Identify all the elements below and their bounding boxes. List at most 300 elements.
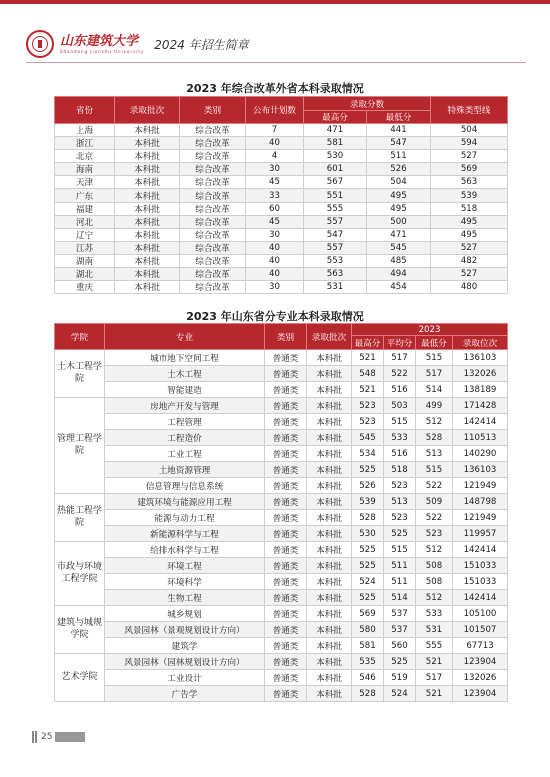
table-cell: 本科批 <box>307 462 352 478</box>
table-cell: 503 <box>384 398 416 414</box>
table-cell: 本科批 <box>307 542 352 558</box>
table-cell: 523 <box>352 398 384 414</box>
table-cell: 512 <box>416 590 453 606</box>
table-cell: 500 <box>367 215 431 228</box>
table-cell: 511 <box>384 558 416 574</box>
table-cell: 522 <box>384 366 416 382</box>
table-cell: 504 <box>367 176 431 189</box>
table-cell: 171428 <box>453 398 508 414</box>
table-cell: 528 <box>416 430 453 446</box>
table-cell: 471 <box>367 228 431 241</box>
table-cell: 本科批 <box>307 414 352 430</box>
table-cell: 132026 <box>453 366 508 382</box>
table-cell: 本科批 <box>307 574 352 590</box>
top-accent-bar <box>0 0 550 4</box>
table-cell: 重庆 <box>55 281 115 294</box>
major-cell: 广告学 <box>105 686 265 702</box>
table-cell: 495 <box>431 215 508 228</box>
table-cell: 40 <box>246 268 304 281</box>
table-row <box>55 574 508 590</box>
table-cell: 综合改革 <box>180 254 246 267</box>
table-cell: 515 <box>384 414 416 430</box>
table-cell: 530 <box>304 150 367 163</box>
major-cell: 建筑环境与能源应用工程 <box>105 494 265 510</box>
table-cell: 普通类 <box>265 382 307 398</box>
table-cell: 511 <box>367 150 431 163</box>
table-cell: 563 <box>431 176 508 189</box>
table-cell: 本科批 <box>115 228 180 241</box>
major-cell: 工程造价 <box>105 430 265 446</box>
table-cell: 广东 <box>55 189 115 202</box>
table-row <box>55 268 508 281</box>
table-row <box>55 215 508 228</box>
table-cell: 480 <box>431 281 508 294</box>
footer-block <box>55 732 85 742</box>
table-cell: 517 <box>416 366 453 382</box>
table-cell: 本科批 <box>115 176 180 189</box>
table-cell: 普通类 <box>265 510 307 526</box>
university-seal-logo <box>26 30 54 58</box>
table-cell: 30 <box>246 228 304 241</box>
table-cell: 555 <box>416 638 453 654</box>
table-cell: 本科批 <box>115 137 180 150</box>
table-cell: 533 <box>384 430 416 446</box>
table-cell: 本科批 <box>307 510 352 526</box>
table-row <box>55 542 508 558</box>
table-cell: 494 <box>367 268 431 281</box>
major-cell: 给排水科学与工程 <box>105 542 265 558</box>
table-row <box>55 446 508 462</box>
table-cell: 569 <box>431 163 508 176</box>
table-cell: 521 <box>352 382 384 398</box>
table-cell: 515 <box>384 542 416 558</box>
table-cell: 普通类 <box>265 574 307 590</box>
major-cell: 城乡规划 <box>105 606 265 622</box>
table-cell: 综合改革 <box>180 268 246 281</box>
major-cell: 能源与动力工程 <box>105 510 265 526</box>
table-cell: 普通类 <box>265 606 307 622</box>
table-cell: 综合改革 <box>180 281 246 294</box>
major-cell: 房地产开发与管理 <box>105 398 265 414</box>
table-cell: 525 <box>352 558 384 574</box>
table-cell: 471 <box>304 124 367 137</box>
table-cell: 499 <box>416 398 453 414</box>
table-cell: 512 <box>416 542 453 558</box>
table-cell: 148798 <box>453 494 508 510</box>
table-cell: 551 <box>304 189 367 202</box>
table-cell: 531 <box>416 622 453 638</box>
table-cell: 581 <box>304 137 367 150</box>
table-cell: 浙江 <box>55 137 115 150</box>
table-cell: 521 <box>416 686 453 702</box>
table-row <box>55 137 508 150</box>
table-cell: 本科批 <box>307 350 352 366</box>
table-cell: 513 <box>416 446 453 462</box>
table-row <box>55 526 508 542</box>
table-cell: 519 <box>384 670 416 686</box>
table1-title: 2023 年综合改革外省本科录取情况 <box>186 82 364 95</box>
table-cell: 本科批 <box>115 254 180 267</box>
table-row <box>55 176 508 189</box>
table-row <box>55 366 508 382</box>
major-cell: 土木工程 <box>105 366 265 382</box>
table-cell: 本科批 <box>307 622 352 638</box>
table-cell: 7 <box>246 124 304 137</box>
table-cell: 45 <box>246 215 304 228</box>
table-row <box>55 414 508 430</box>
table-cell: 综合改革 <box>180 215 246 228</box>
table-row <box>55 241 508 254</box>
table-cell: 普通类 <box>265 526 307 542</box>
header-avg-score: 平均分 <box>384 336 416 350</box>
university-logo-en: Shandong Jianzhu University <box>60 48 145 54</box>
table-cell: 528 <box>352 686 384 702</box>
table-cell: 110513 <box>453 430 508 446</box>
table-cell: 525 <box>352 590 384 606</box>
table-cell: 福建 <box>55 202 115 215</box>
table-cell: 123904 <box>453 654 508 670</box>
table-cell: 本科批 <box>307 670 352 686</box>
table-cell: 普通类 <box>265 366 307 382</box>
table-cell: 522 <box>416 510 453 526</box>
table-cell: 142414 <box>453 414 508 430</box>
table-cell: 33 <box>246 189 304 202</box>
header-college: 学院 <box>55 324 105 350</box>
table-cell: 537 <box>384 622 416 638</box>
table-cell: 521 <box>416 654 453 670</box>
table-cell: 545 <box>367 241 431 254</box>
header-rank: 录取位次 <box>453 336 508 350</box>
major-cell: 新能源科学与工程 <box>105 526 265 542</box>
table-cell: 545 <box>352 430 384 446</box>
table-cell: 525 <box>352 542 384 558</box>
table-cell: 138189 <box>453 382 508 398</box>
table-cell: 136103 <box>453 462 508 478</box>
table-cell: 上海 <box>55 124 115 137</box>
header-province: 省份 <box>55 97 115 124</box>
table-cell: 综合改革 <box>180 241 246 254</box>
header-category: 类别 <box>265 324 307 350</box>
table-cell: 辽宁 <box>55 228 115 241</box>
page-header <box>26 24 249 64</box>
table-cell: 136103 <box>453 350 508 366</box>
table-cell: 580 <box>352 622 384 638</box>
table-cell: 119957 <box>453 526 508 542</box>
table-cell: 557 <box>304 215 367 228</box>
table-cell: 563 <box>304 268 367 281</box>
header-major: 专业 <box>105 324 265 350</box>
table-row <box>55 382 508 398</box>
table-cell: 142414 <box>453 542 508 558</box>
table-cell: 普通类 <box>265 398 307 414</box>
table-cell: 151033 <box>453 574 508 590</box>
page-footer <box>32 731 85 743</box>
table-cell: 海南 <box>55 163 115 176</box>
table-row <box>55 654 508 670</box>
table-cell: 521 <box>352 350 384 366</box>
major-cell: 城市地下空间工程 <box>105 350 265 366</box>
header-min-score: 最低分 <box>416 336 453 350</box>
table1-out-of-province-admission <box>54 96 508 294</box>
table-cell: 548 <box>352 366 384 382</box>
table-cell: 522 <box>416 478 453 494</box>
major-cell: 风景园林（园林规划设计方向） <box>105 654 265 670</box>
table-cell: 30 <box>246 163 304 176</box>
table-cell: 普通类 <box>265 622 307 638</box>
table-row <box>55 150 508 163</box>
table-cell: 本科批 <box>115 281 180 294</box>
table-cell: 本科批 <box>307 526 352 542</box>
table-cell: 594 <box>431 137 508 150</box>
table-cell: 512 <box>416 414 453 430</box>
table-cell: 495 <box>367 189 431 202</box>
page-number: 25 <box>41 732 53 742</box>
table-cell: 151033 <box>453 558 508 574</box>
table-row <box>55 590 508 606</box>
table-cell: 527 <box>431 241 508 254</box>
table-cell: 441 <box>367 124 431 137</box>
table-cell: 511 <box>384 574 416 590</box>
table-cell: 547 <box>367 137 431 150</box>
table-cell: 湖北 <box>55 268 115 281</box>
table-row <box>55 478 508 494</box>
major-cell: 信息管理与信息系统 <box>105 478 265 494</box>
table-row <box>55 606 508 622</box>
table-cell: 本科批 <box>115 150 180 163</box>
table-cell: 40 <box>246 137 304 150</box>
table-cell: 普通类 <box>265 654 307 670</box>
major-cell: 工业工程 <box>105 446 265 462</box>
major-cell: 环境科学 <box>105 574 265 590</box>
table-cell: 504 <box>431 124 508 137</box>
table-cell: 本科批 <box>307 558 352 574</box>
table-cell: 60 <box>246 202 304 215</box>
table-row <box>55 189 508 202</box>
college-cell: 建筑与城规学院 <box>55 606 105 654</box>
table-cell: 454 <box>367 281 431 294</box>
major-cell: 土地资源管理 <box>105 462 265 478</box>
table-cell: 516 <box>384 446 416 462</box>
footer-bar <box>35 731 37 743</box>
brochure-title: 2024 年招生简章 <box>154 37 249 52</box>
table-cell: 537 <box>384 606 416 622</box>
header-category: 类别 <box>180 97 246 124</box>
table-cell: 综合改革 <box>180 202 246 215</box>
table-cell: 本科批 <box>115 268 180 281</box>
university-logo-text: 山东建筑大学 <box>60 33 139 49</box>
table-cell: 普通类 <box>265 350 307 366</box>
table-row <box>55 558 508 574</box>
table-cell: 本科批 <box>307 382 352 398</box>
table-row <box>55 124 508 137</box>
table-cell: 综合改革 <box>180 163 246 176</box>
table-cell: 普通类 <box>265 494 307 510</box>
table-row <box>55 494 508 510</box>
table-cell: 普通类 <box>265 670 307 686</box>
table-cell: 30 <box>246 281 304 294</box>
header-year: 2023 <box>352 324 508 336</box>
table-row <box>55 670 508 686</box>
table-cell: 121949 <box>453 510 508 526</box>
table-cell: 普通类 <box>265 462 307 478</box>
table-cell: 514 <box>384 590 416 606</box>
table-cell: 515 <box>416 350 453 366</box>
header-batch: 录取批次 <box>115 97 180 124</box>
table-cell: 综合改革 <box>180 150 246 163</box>
table2-shandong-major-admission <box>54 323 508 702</box>
header-divider <box>26 62 526 63</box>
header-special-line: 特殊类型线 <box>431 97 508 124</box>
table-cell: 本科批 <box>307 430 352 446</box>
table-cell: 514 <box>416 382 453 398</box>
table-row <box>55 462 508 478</box>
table-cell: 40 <box>246 254 304 267</box>
table-cell: 525 <box>384 526 416 542</box>
table-cell: 综合改革 <box>180 137 246 150</box>
table-cell: 本科批 <box>307 590 352 606</box>
table-cell: 普通类 <box>265 446 307 462</box>
table-row <box>55 398 508 414</box>
table-cell: 539 <box>431 189 508 202</box>
table-cell: 525 <box>352 462 384 478</box>
header-max-score: 最高分 <box>352 336 384 350</box>
table-row <box>55 686 508 702</box>
table-cell: 581 <box>352 638 384 654</box>
table-cell: 567 <box>304 176 367 189</box>
table-cell: 546 <box>352 670 384 686</box>
table-cell: 本科批 <box>115 202 180 215</box>
table-row <box>55 254 508 267</box>
table-cell: 518 <box>431 202 508 215</box>
table-row <box>55 638 508 654</box>
table-cell: 482 <box>431 254 508 267</box>
header-score-group: 录取分数 <box>304 97 431 111</box>
table-cell: 本科批 <box>307 494 352 510</box>
major-cell: 工程管理 <box>105 414 265 430</box>
table-cell: 121949 <box>453 478 508 494</box>
table-cell: 天津 <box>55 176 115 189</box>
header-plan: 公布计划数 <box>246 97 304 124</box>
table-cell: 132026 <box>453 670 508 686</box>
table-cell: 515 <box>416 462 453 478</box>
table2-title: 2023 年山东省分专业本科录取情况 <box>186 310 364 323</box>
brand <box>60 35 144 54</box>
major-cell: 生物工程 <box>105 590 265 606</box>
table-cell: 526 <box>367 163 431 176</box>
table-cell: 142414 <box>453 590 508 606</box>
table-cell: 535 <box>352 654 384 670</box>
table-row <box>55 228 508 241</box>
table-cell: 517 <box>384 350 416 366</box>
table-cell: 557 <box>304 241 367 254</box>
table-cell: 本科批 <box>115 124 180 137</box>
table-cell: 495 <box>431 228 508 241</box>
college-cell: 热能工程学院 <box>55 494 105 542</box>
table-cell: 河北 <box>55 215 115 228</box>
table-cell: 140290 <box>453 446 508 462</box>
header-min-score: 最低分 <box>367 111 431 124</box>
table-cell: 本科批 <box>307 366 352 382</box>
table-cell: 普通类 <box>265 478 307 494</box>
table-cell: 本科批 <box>115 163 180 176</box>
table-cell: 523 <box>352 414 384 430</box>
major-cell: 工业设计 <box>105 670 265 686</box>
major-cell: 环境工程 <box>105 558 265 574</box>
major-cell: 风景园林（景观规划设计方向） <box>105 622 265 638</box>
table-row <box>55 202 508 215</box>
table-cell: 普通类 <box>265 638 307 654</box>
table-cell: 569 <box>352 606 384 622</box>
table-cell: 530 <box>352 526 384 542</box>
college-cell: 管理工程学院 <box>55 398 105 494</box>
table-cell: 524 <box>384 686 416 702</box>
table-cell: 普通类 <box>265 542 307 558</box>
table-cell: 本科批 <box>307 446 352 462</box>
table-cell: 517 <box>416 670 453 686</box>
table-cell: 513 <box>384 494 416 510</box>
table-cell: 40 <box>246 241 304 254</box>
table-cell: 525 <box>384 654 416 670</box>
table-row <box>55 622 508 638</box>
table-cell: 本科批 <box>307 686 352 702</box>
header-batch: 录取批次 <box>307 324 352 350</box>
table-row <box>55 163 508 176</box>
table-cell: 533 <box>416 606 453 622</box>
table-cell: 4 <box>246 150 304 163</box>
table-cell: 601 <box>304 163 367 176</box>
table-cell: 508 <box>416 558 453 574</box>
table-row <box>55 350 508 366</box>
table-cell: 105100 <box>453 606 508 622</box>
college-cell: 土木工程学院 <box>55 350 105 398</box>
table-cell: 485 <box>367 254 431 267</box>
table-cell: 普通类 <box>265 590 307 606</box>
table-cell: 本科批 <box>115 241 180 254</box>
table-cell: 560 <box>384 638 416 654</box>
table-cell: 67713 <box>453 638 508 654</box>
table-cell: 547 <box>304 228 367 241</box>
table-cell: 523 <box>416 526 453 542</box>
table-cell: 本科批 <box>307 654 352 670</box>
table-cell: 531 <box>304 281 367 294</box>
table-row <box>55 281 508 294</box>
table-cell: 508 <box>416 574 453 590</box>
major-cell: 智能建造 <box>105 382 265 398</box>
table-cell: 普通类 <box>265 414 307 430</box>
table-cell: 综合改革 <box>180 124 246 137</box>
table-cell: 123904 <box>453 686 508 702</box>
table-cell: 普通类 <box>265 558 307 574</box>
table-cell: 45 <box>246 176 304 189</box>
table-cell: 101507 <box>453 622 508 638</box>
table-cell: 528 <box>352 510 384 526</box>
table-cell: 523 <box>384 510 416 526</box>
college-cell: 市政与环境工程学院 <box>55 542 105 606</box>
table-cell: 553 <box>304 254 367 267</box>
table-cell: 539 <box>352 494 384 510</box>
table-cell: 本科批 <box>115 189 180 202</box>
table-cell: 综合改革 <box>180 176 246 189</box>
table-cell: 综合改革 <box>180 189 246 202</box>
footer-bar <box>32 731 34 743</box>
header-max-score: 最高分 <box>304 111 367 124</box>
table-row <box>55 430 508 446</box>
table-cell: 普通类 <box>265 686 307 702</box>
table-cell: 本科批 <box>307 606 352 622</box>
table-row <box>55 510 508 526</box>
table-cell: 526 <box>352 478 384 494</box>
major-cell: 建筑学 <box>105 638 265 654</box>
